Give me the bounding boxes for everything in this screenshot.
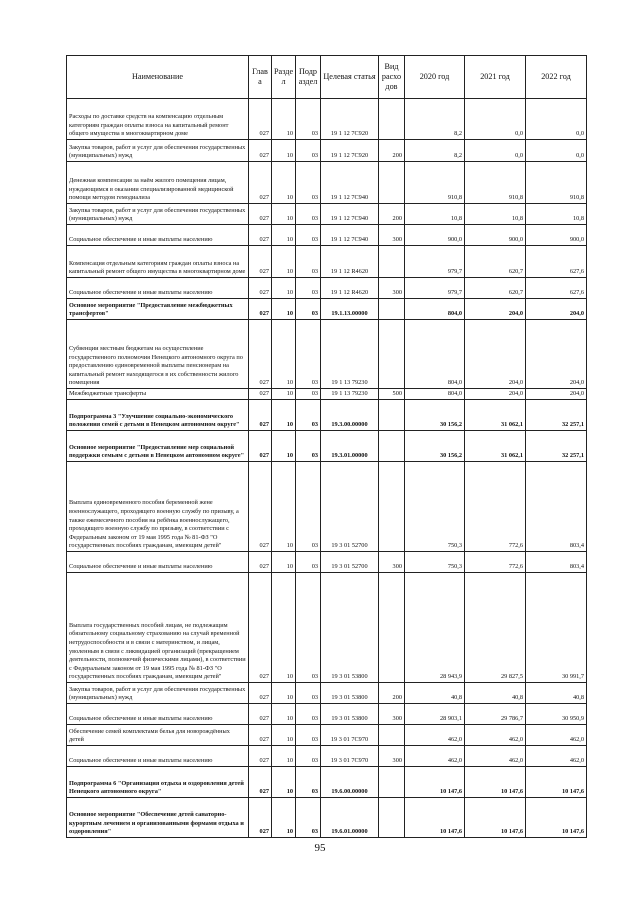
cell-chapter: 027 [249, 99, 272, 140]
cell-expense-type [379, 798, 405, 838]
cell-2020: 8,2 [405, 140, 465, 162]
table-row [67, 320, 587, 389]
cell-target-article: 19 1 13 79230 [321, 320, 379, 389]
cell-name: Социальное обеспечение и иные выплаты населению [67, 552, 249, 573]
cell-subsection: 03 [296, 225, 321, 246]
cell-2020: 28 943,9 [405, 573, 465, 683]
cell-2022: 30 950,9 [526, 704, 587, 725]
col-header-target-article: Целевая статья [321, 56, 379, 99]
table-row [67, 798, 587, 838]
cell-2020: 900,0 [405, 225, 465, 246]
cell-2022: 30 991,7 [526, 573, 587, 683]
cell-section: 10 [272, 462, 296, 552]
cell-name: Социальное обеспечение и иные выплаты населению [67, 225, 249, 246]
cell-expense-type [379, 299, 405, 320]
table-row [67, 204, 587, 225]
table-row [67, 162, 587, 204]
cell-expense-type: 300 [379, 225, 405, 246]
cell-target-article: 19 1 13 79230 [321, 389, 379, 400]
cell-chapter: 027 [249, 400, 272, 431]
cell-expense-type [379, 400, 405, 431]
cell-2022: 10 147,6 [526, 767, 587, 798]
cell-subsection: 03 [296, 798, 321, 838]
cell-2020: 10 147,6 [405, 767, 465, 798]
cell-expense-type: 300 [379, 278, 405, 299]
table-row [67, 99, 587, 140]
table-row [67, 683, 587, 704]
cell-2022: 462,0 [526, 725, 587, 746]
table-row [67, 573, 587, 683]
cell-chapter: 027 [249, 462, 272, 552]
col-header-subsection: Подр аздел [296, 56, 321, 99]
cell-name: Социальное обеспечение и иные выплаты населению [67, 704, 249, 725]
cell-section: 10 [272, 204, 296, 225]
cell-chapter: 027 [249, 320, 272, 389]
cell-subsection: 03 [296, 204, 321, 225]
cell-subsection: 03 [296, 462, 321, 552]
cell-subsection: 03 [296, 552, 321, 573]
col-header-2020: 2020 год [405, 56, 465, 99]
cell-2021: 10 147,6 [465, 767, 526, 798]
cell-expense-type [379, 462, 405, 552]
cell-chapter: 027 [249, 746, 272, 767]
cell-name: Социальное обеспечение и иные выплаты населению [67, 278, 249, 299]
cell-chapter: 027 [249, 552, 272, 573]
cell-target-article: 19.1.13.00000 [321, 299, 379, 320]
cell-name: Закупка товаров, работ и услуг для обеспечения государственных (муниципальных) нужд [67, 140, 249, 162]
cell-section: 10 [272, 400, 296, 431]
cell-2022: 803,4 [526, 552, 587, 573]
cell-chapter: 027 [249, 798, 272, 838]
cell-2020: 462,0 [405, 725, 465, 746]
cell-section: 10 [272, 140, 296, 162]
table-row [67, 140, 587, 162]
cell-name: Основное мероприятие "Обеспечение детей санаторно-курортным лечением и организованными формами отдыха и оздоровления" [67, 798, 249, 838]
cell-target-article: 19 3 01 53800 [321, 704, 379, 725]
cell-2020: 804,0 [405, 389, 465, 400]
cell-section: 10 [272, 704, 296, 725]
cell-2021: 40,8 [465, 683, 526, 704]
cell-2021: 0,0 [465, 140, 526, 162]
cell-subsection: 03 [296, 320, 321, 389]
page-number: 95 [314, 842, 326, 854]
table-row [67, 704, 587, 725]
cell-chapter: 027 [249, 683, 272, 704]
cell-2021: 462,0 [465, 746, 526, 767]
cell-2021: 620,7 [465, 246, 526, 278]
table-row [67, 725, 587, 746]
cell-name: Выплата государственных пособий лицам, не подлежащим обязательному социальному страхованию на случай временной нетрудоспособности и в связи с материнством, и лицам, уволенным в связи с ликвидацией организаций (прекращением деятельности, полномочий физическими лицами), в соответствии с Федеральным законом от 19 мая 1995 года № 81-ФЗ "О государственных пособиях гражданам, имеющим детей" [67, 573, 249, 683]
cell-target-article: 19 3 01 53800 [321, 683, 379, 704]
cell-subsection: 03 [296, 299, 321, 320]
cell-subsection: 03 [296, 725, 321, 746]
cell-subsection: 03 [296, 767, 321, 798]
cell-2020: 804,0 [405, 299, 465, 320]
cell-2020: 979,7 [405, 246, 465, 278]
col-header-name: Наименование [67, 56, 249, 99]
cell-chapter: 027 [249, 431, 272, 462]
cell-subsection: 03 [296, 278, 321, 299]
table-row [67, 278, 587, 299]
cell-section: 10 [272, 299, 296, 320]
cell-2021: 29 786,7 [465, 704, 526, 725]
cell-2021: 10,8 [465, 204, 526, 225]
cell-2022: 32 257,1 [526, 431, 587, 462]
cell-target-article: 19.6.00.00000 [321, 767, 379, 798]
cell-chapter: 027 [249, 725, 272, 746]
cell-2020: 40,8 [405, 683, 465, 704]
cell-subsection: 03 [296, 746, 321, 767]
cell-expense-type: 500 [379, 389, 405, 400]
cell-chapter: 027 [249, 204, 272, 225]
cell-section: 10 [272, 552, 296, 573]
cell-expense-type: 200 [379, 683, 405, 704]
table-row [67, 225, 587, 246]
cell-expense-type [379, 573, 405, 683]
cell-expense-type: 300 [379, 704, 405, 725]
cell-name: Подпрограмма 6 "Организация отдыха и оздоровления детей Ненецкого автономного округа" [67, 767, 249, 798]
cell-name: Расходы по доставке средств на компенсацию отдельным категориям граждан оплаты взноса на капитальный ремонт общего имущества в многоквартирном доме [67, 99, 249, 140]
cell-expense-type [379, 99, 405, 140]
cell-subsection: 03 [296, 704, 321, 725]
cell-2021: 772,6 [465, 552, 526, 573]
cell-expense-type: 300 [379, 552, 405, 573]
table-row [67, 431, 587, 462]
cell-section: 10 [272, 278, 296, 299]
table-body [67, 99, 587, 838]
cell-2022: 900,0 [526, 225, 587, 246]
cell-name: Денежная компенсация за наём жилого помещения лицам, нуждающимся в оказании специализированной медицинской помощи методом гемодиализа [67, 162, 249, 204]
cell-target-article: 19 3 01 53800 [321, 573, 379, 683]
col-header-2022: 2022 год [526, 56, 587, 99]
cell-target-article: 19 3 01 7С970 [321, 725, 379, 746]
cell-subsection: 03 [296, 162, 321, 204]
table-row [67, 462, 587, 552]
cell-section: 10 [272, 767, 296, 798]
cell-section: 10 [272, 798, 296, 838]
table-row [67, 400, 587, 431]
budget-table [66, 55, 587, 838]
cell-expense-type [379, 767, 405, 798]
cell-chapter: 027 [249, 767, 272, 798]
cell-2020: 10,8 [405, 204, 465, 225]
cell-2020: 910,8 [405, 162, 465, 204]
cell-name: Обеспечение семей комплектами белья для новорождённых детей [67, 725, 249, 746]
col-header-section: Разде л [272, 56, 296, 99]
cell-2021: 772,6 [465, 462, 526, 552]
cell-2020: 28 903,1 [405, 704, 465, 725]
cell-target-article: 19 3 01 7С970 [321, 746, 379, 767]
cell-2020: 462,0 [405, 746, 465, 767]
cell-target-article: 19 1 12 R4620 [321, 278, 379, 299]
cell-expense-type: 200 [379, 140, 405, 162]
cell-target-article: 19.3.00.00000 [321, 400, 379, 431]
cell-expense-type [379, 246, 405, 278]
cell-2020: 804,0 [405, 320, 465, 389]
cell-target-article: 19 1 12 7С940 [321, 162, 379, 204]
cell-subsection: 03 [296, 246, 321, 278]
cell-expense-type: 200 [379, 204, 405, 225]
cell-chapter: 027 [249, 389, 272, 400]
cell-name: Межбюджетные трансферты [67, 389, 249, 400]
cell-name: Социальное обеспечение и иные выплаты населению [67, 746, 249, 767]
cell-section: 10 [272, 225, 296, 246]
cell-2020: 30 156,2 [405, 431, 465, 462]
cell-subsection: 03 [296, 389, 321, 400]
cell-expense-type [379, 431, 405, 462]
cell-name: Основное мероприятие "Предоставление мер социальной поддержки семьям с детьми в Ненецком автономном округе" [67, 431, 249, 462]
cell-2021: 0,0 [465, 99, 526, 140]
cell-chapter: 027 [249, 140, 272, 162]
cell-section: 10 [272, 725, 296, 746]
cell-2022: 0,0 [526, 140, 587, 162]
table-row [67, 246, 587, 278]
cell-2022: 803,4 [526, 462, 587, 552]
cell-2021: 900,0 [465, 225, 526, 246]
cell-section: 10 [272, 683, 296, 704]
cell-target-article: 19 1 12 7С920 [321, 140, 379, 162]
cell-2022: 40,8 [526, 683, 587, 704]
cell-expense-type [379, 725, 405, 746]
table-row [67, 767, 587, 798]
cell-2021: 204,0 [465, 320, 526, 389]
cell-2021: 31 062,1 [465, 400, 526, 431]
cell-section: 10 [272, 162, 296, 204]
cell-2021: 31 062,1 [465, 431, 526, 462]
table-row [67, 746, 587, 767]
col-header-2021: 2021 год [465, 56, 526, 99]
cell-target-article: 19.6.01.00000 [321, 798, 379, 838]
cell-2020: 750,3 [405, 552, 465, 573]
cell-section: 10 [272, 389, 296, 400]
col-header-expense-type: Вид расхо дов [379, 56, 405, 99]
cell-section: 10 [272, 746, 296, 767]
cell-chapter: 027 [249, 278, 272, 299]
cell-2022: 10,8 [526, 204, 587, 225]
cell-chapter: 027 [249, 299, 272, 320]
cell-2020: 979,7 [405, 278, 465, 299]
table-row [67, 299, 587, 320]
cell-target-article: 19 1 12 7С940 [321, 204, 379, 225]
cell-2022: 32 257,1 [526, 400, 587, 431]
cell-subsection: 03 [296, 573, 321, 683]
table-row [67, 552, 587, 573]
table-row [67, 389, 587, 400]
cell-name: Субвенции местным бюджетам на осуществление государственного полномочия Ненецкого автономного округа по предоставлению единовременной выплаты пенсионерам на капитальный ремонт находящегося в их собственности жилого помещения [67, 320, 249, 389]
cell-expense-type [379, 162, 405, 204]
cell-section: 10 [272, 431, 296, 462]
cell-target-article: 19 1 12 R4620 [321, 246, 379, 278]
cell-expense-type [379, 320, 405, 389]
cell-target-article: 19 3 01 52700 [321, 552, 379, 573]
cell-expense-type: 300 [379, 746, 405, 767]
cell-subsection: 03 [296, 431, 321, 462]
cell-target-article: 19.3.01.00000 [321, 431, 379, 462]
cell-2022: 627,6 [526, 278, 587, 299]
cell-2022: 627,6 [526, 246, 587, 278]
cell-2022: 462,0 [526, 746, 587, 767]
cell-section: 10 [272, 99, 296, 140]
cell-subsection: 03 [296, 400, 321, 431]
cell-name: Закупка товаров, работ и услуг для обеспечения государственных (муниципальных) нужд [67, 683, 249, 704]
cell-2022: 204,0 [526, 320, 587, 389]
table-header-row [67, 56, 587, 99]
cell-target-article: 19 1 12 7С920 [321, 99, 379, 140]
cell-2020: 30 156,2 [405, 400, 465, 431]
cell-2022: 910,8 [526, 162, 587, 204]
cell-2021: 204,0 [465, 389, 526, 400]
cell-2020: 750,3 [405, 462, 465, 552]
cell-2022: 204,0 [526, 299, 587, 320]
cell-chapter: 027 [249, 246, 272, 278]
cell-2021: 204,0 [465, 299, 526, 320]
cell-section: 10 [272, 320, 296, 389]
cell-name: Подпрограмма 3 "Улучшение социально-экономического положения семей с детьми в Ненецком автономном округе" [67, 400, 249, 431]
col-header-chapter: Глав а [249, 56, 272, 99]
cell-subsection: 03 [296, 683, 321, 704]
cell-name: Закупка товаров, работ и услуг для обеспечения государственных (муниципальных) нужд [67, 204, 249, 225]
cell-chapter: 027 [249, 573, 272, 683]
cell-section: 10 [272, 573, 296, 683]
cell-2021: 620,7 [465, 278, 526, 299]
cell-2021: 910,8 [465, 162, 526, 204]
cell-2022: 10 147,6 [526, 798, 587, 838]
cell-chapter: 027 [249, 162, 272, 204]
cell-section: 10 [272, 246, 296, 278]
cell-2020: 10 147,6 [405, 798, 465, 838]
cell-2021: 10 147,6 [465, 798, 526, 838]
cell-subsection: 03 [296, 99, 321, 140]
cell-target-article: 19 3 01 52700 [321, 462, 379, 552]
cell-target-article: 19 1 12 7С940 [321, 225, 379, 246]
cell-name: Компенсация отдельным категориям граждан оплаты взноса на капитальный ремонт общего имущества в многоквартирном доме [67, 246, 249, 278]
cell-2022: 0,0 [526, 99, 587, 140]
cell-2020: 8,2 [405, 99, 465, 140]
cell-chapter: 027 [249, 704, 272, 725]
cell-name: Основное мероприятие "Предоставление межбюджетных трансфертов" [67, 299, 249, 320]
cell-subsection: 03 [296, 140, 321, 162]
cell-chapter: 027 [249, 225, 272, 246]
cell-2022: 204,0 [526, 389, 587, 400]
cell-2021: 462,0 [465, 725, 526, 746]
cell-name: Выплата единовременного пособия беременной жене военнослужащего, проходящего военную службу по призыву, а также ежемесячного пособия на ребёнка военнослужащего, проходящего военную службу по призыву, в соответствии с Федеральным законом от 19 мая 1995 года № 81-ФЗ "О государственных пособиях гражданам, имеющим детей" [67, 462, 249, 552]
cell-2021: 29 827,5 [465, 573, 526, 683]
